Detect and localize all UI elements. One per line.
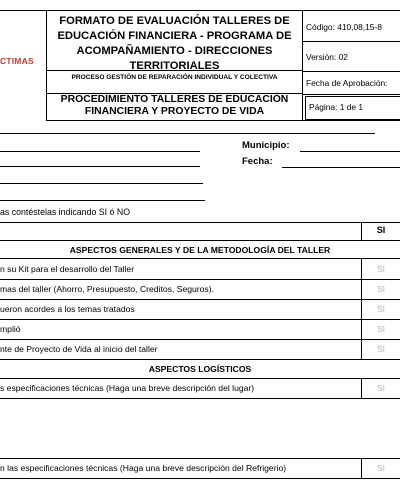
question-row: s especificaciones técnicas (Haga una breve descripción del lugar)	[0, 383, 255, 393]
fecha-input[interactable]	[282, 167, 400, 168]
header-divider-right	[302, 10, 303, 120]
header-top-border	[0, 10, 400, 11]
version-value: Versión: 02	[306, 52, 348, 62]
form-line-3[interactable]	[0, 183, 203, 184]
table-header-bottom	[0, 240, 400, 241]
meta-line-1	[302, 41, 400, 42]
section-logistics-bottom	[0, 378, 400, 379]
question-row: n las especificaciones técnicas (Haga una breve descripción del Refrigerio)	[0, 463, 287, 473]
section-general: ASPECTOS GENERALES Y DE LA METODOLOGÍA DEL TALLER	[69, 245, 331, 255]
si-column-header: SI	[376, 225, 386, 235]
section-logistics: ASPECTOS LOGÍSTICOS	[148, 364, 252, 374]
pagina-value: Página: 1 de 1	[309, 102, 364, 112]
instructions-text: as contéstelas indicando SI ó NO	[0, 207, 131, 217]
row-divider	[0, 458, 400, 459]
form-line-2[interactable]	[0, 166, 200, 167]
si-option[interactable]: SI	[376, 344, 386, 354]
question-row: ueron acordes a los temas tratados	[0, 304, 135, 314]
question-row: mas del taller (Ahorro, Presupuesto, Creditos, Seguros).	[0, 284, 214, 294]
codigo-value: Código: 410,08,15-8	[306, 22, 382, 32]
table-top-border	[0, 222, 400, 223]
si-option[interactable]: SI	[376, 304, 386, 314]
si-option[interactable]: SI	[376, 463, 386, 473]
row-divider	[0, 279, 400, 280]
si-option[interactable]: SI	[376, 264, 386, 274]
question-row: mplió	[0, 324, 21, 334]
section1-bottom	[0, 359, 400, 360]
section-general-bottom	[0, 258, 400, 259]
row-divider	[0, 319, 400, 320]
row-divider	[0, 478, 400, 479]
meta-line-3	[302, 94, 400, 95]
fecha-label: Fecha:	[242, 156, 273, 167]
si-column-rule	[361, 458, 362, 478]
meta-line-2	[302, 71, 400, 72]
municipio-label: Municipio:	[242, 140, 290, 151]
si-column-rule	[361, 258, 362, 359]
si-option[interactable]: SI	[376, 383, 386, 393]
question-row: nte de Proyecto de Vida al inicio del taller	[0, 344, 158, 354]
question-row: n su Kit para el desarrollo del Taller	[0, 264, 135, 274]
fecha-aprobacion-label: Fecha de Aprobación:	[306, 78, 388, 88]
si-option[interactable]: SI	[376, 324, 386, 334]
form-line-1[interactable]	[0, 151, 200, 152]
logo-text: CTIMAS	[0, 56, 34, 66]
form-line-4[interactable]	[0, 200, 205, 201]
si-option[interactable]: SI	[376, 284, 386, 294]
row-divider	[0, 339, 400, 340]
document-title: FORMATO DE EVALUACIÓN TALLERES DE EDUCACIÓN FINANCIERA - PROGRAMA DE ACOMPAÑAMIENTO - DIRECCIONES TERRITORIALES	[57, 15, 292, 71]
procedure-line: PROCEDIMIENTO TALLERES DE EDUCACIÓN FINANCIERA Y PROYECTO DE VIDA	[60, 94, 289, 117]
row-divider	[0, 299, 400, 300]
header-bottom-border	[46, 120, 400, 121]
row-divider	[0, 398, 400, 399]
process-line: PROCESO GESTIÓN DE REPARACIÓN INDIVIDUAL Y COLECTIVA	[71, 74, 278, 81]
municipio-input[interactable]	[300, 151, 400, 152]
si-column-rule	[361, 378, 362, 398]
form-line-top	[0, 133, 375, 134]
